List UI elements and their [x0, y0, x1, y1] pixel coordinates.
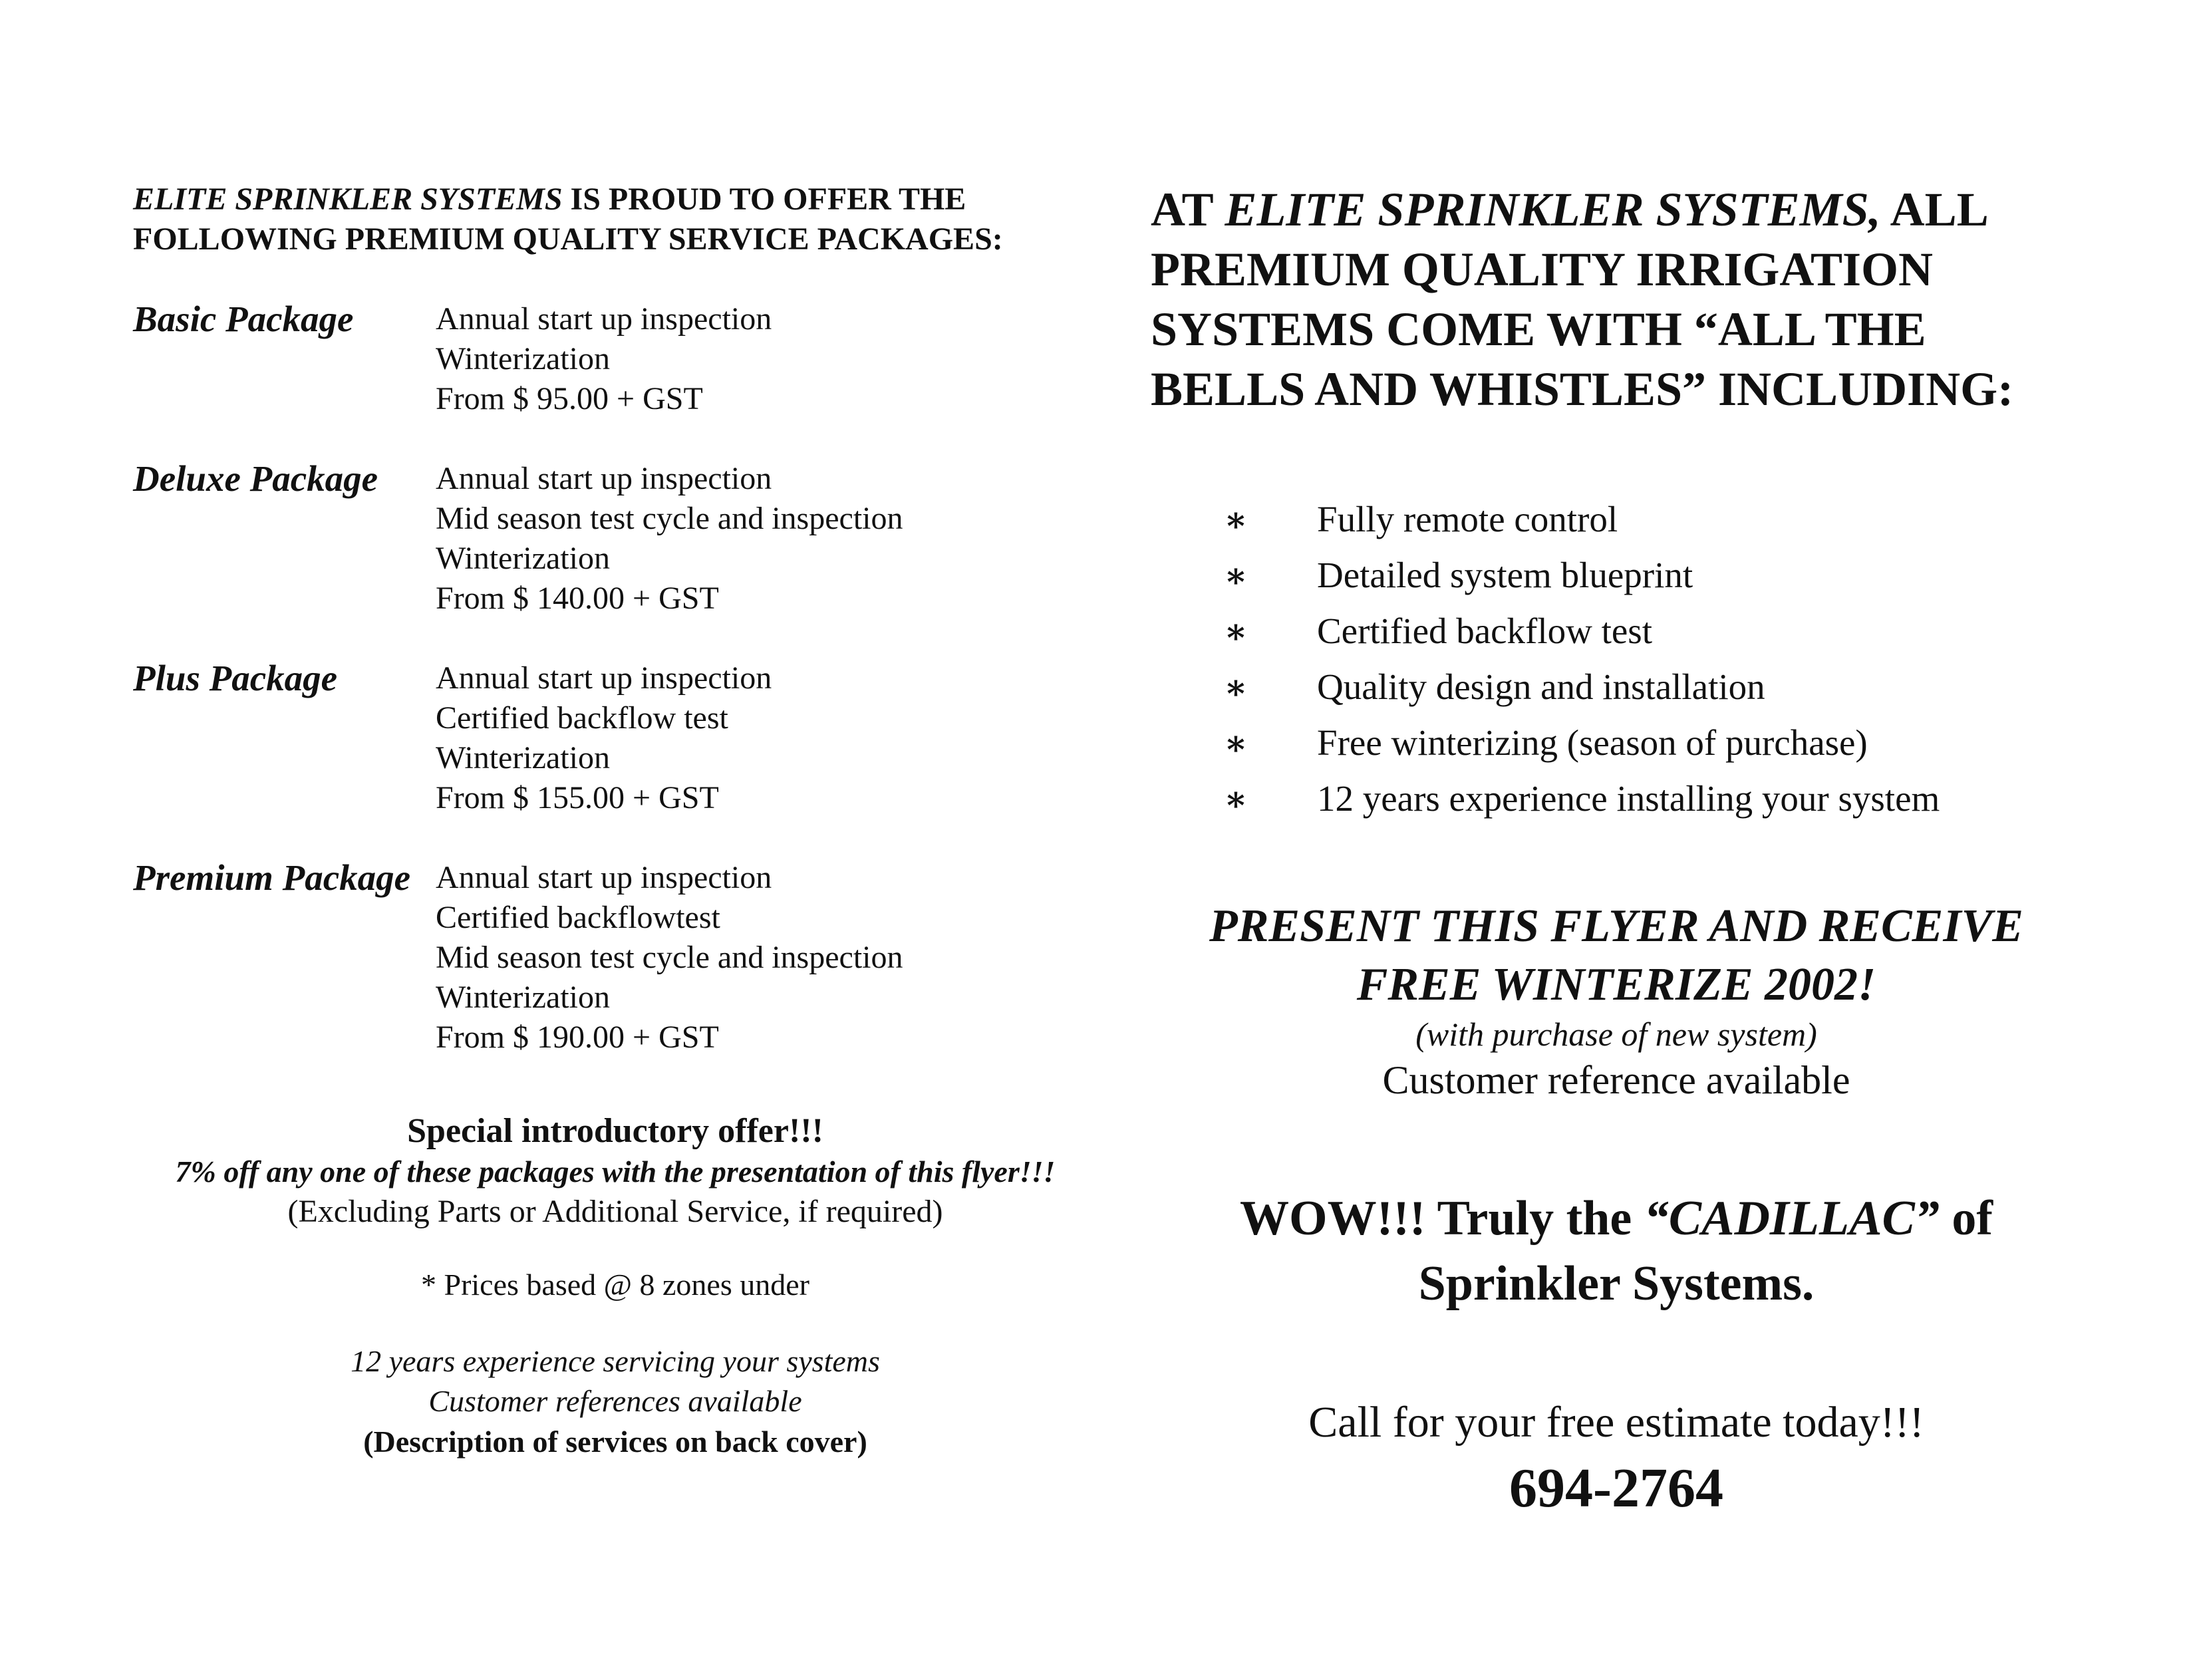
offer-note: (Excluding Parts or Additional Service, if required): [287, 1194, 943, 1229]
call-to-action: [1151, 1393, 2082, 1524]
asterisk-icon: ∗: [1224, 725, 1248, 763]
references-note: Customer references available: [428, 1384, 802, 1418]
asterisk-icon: ∗: [1224, 557, 1248, 595]
feature-text: Detailed system blueprint: [1317, 555, 1693, 595]
feature-text: Certified backflow test: [1317, 611, 1652, 651]
package-price: From $ 190.00 + GST: [436, 1020, 719, 1055]
wow-line2: Sprinkler Systems.: [1418, 1256, 1815, 1311]
asterisk-icon: ∗: [1224, 613, 1248, 651]
special-offer: [133, 1111, 1097, 1232]
wow-suffix: of: [1939, 1191, 1993, 1246]
offer-discount: 7% off any one of these packages with the presentation of this flyer!!!: [175, 1155, 1056, 1189]
package-name: Premium Package: [133, 857, 411, 898]
feature-text: Quality design and installation: [1317, 666, 1765, 707]
intro-brand: ELITE SPRINKLER SYSTEMS: [133, 182, 563, 217]
package-line: Annual start up inspection: [436, 301, 772, 337]
left-footer: [133, 1341, 1097, 1463]
feature-text: Free winterizing (season of purchase): [1317, 722, 1868, 763]
package-details: [436, 459, 903, 619]
headline-line4: BELLS AND WHISTLES” INCLUDING:: [1151, 362, 2014, 416]
package-line: Mid season test cycle and inspection: [436, 501, 903, 536]
package-name: Plus Package: [133, 658, 338, 698]
package-line: Winterization: [436, 980, 610, 1015]
list-item: [1151, 604, 2082, 660]
package-deluxe: [133, 459, 1097, 619]
package-plus: [133, 658, 1097, 818]
intro-line1: IS PROUD TO OFFER THE: [562, 182, 966, 217]
promo-line2: FREE WINTERIZE 2002!: [1356, 959, 1876, 1010]
left-panel: [133, 180, 1097, 1463]
wow-prefix: WOW!!! Truly the: [1240, 1191, 1644, 1246]
asterisk-icon: ∗: [1224, 781, 1248, 819]
package-line: Annual start up inspection: [436, 660, 772, 696]
package-line: Certified backflowtest: [436, 900, 720, 935]
package-details: [436, 858, 903, 1057]
intro-line2: FOLLOWING PREMIUM QUALITY SERVICE PACKAGES:: [133, 221, 1003, 257]
promo-reference: Customer reference available: [1382, 1058, 1850, 1102]
package-name: Deluxe Package: [133, 458, 378, 499]
package-line: Certified backflow test: [436, 700, 728, 736]
list-item: [1151, 492, 2082, 548]
promo-note: (with purchase of new system): [1415, 1016, 1817, 1053]
package-price: From $ 140.00 + GST: [436, 581, 719, 616]
package-price: From $ 95.00 + GST: [436, 381, 703, 416]
headline-line2: PREMIUM QUALITY IRRIGATION: [1151, 243, 1934, 296]
headline-prefix: AT: [1151, 183, 1225, 236]
package-details: [436, 658, 772, 818]
description-note: (Description of services on back cover): [363, 1425, 867, 1459]
package-line: Winterization: [436, 541, 610, 576]
list-item: [1151, 716, 2082, 771]
list-item: [1151, 548, 2082, 604]
call-text: Call for your free estimate today!!!: [1308, 1398, 1924, 1447]
wow-tagline: [1151, 1186, 2082, 1316]
headline-brand: ELITE SPRINKLER SYSTEMS,: [1225, 183, 1881, 236]
feature-text: 12 years experience installing your system: [1317, 778, 1940, 819]
headline: [1151, 180, 2082, 419]
offer-title: Special introductory offer!!!: [407, 1112, 823, 1150]
feature-text: Fully remote control: [1317, 499, 1618, 539]
phone-number: 694-2764: [1509, 1457, 1723, 1519]
present-flyer-promo: [1151, 897, 2082, 1106]
feature-list: [1151, 492, 2082, 827]
right-panel: [1151, 180, 2082, 1524]
list-item: [1151, 660, 2082, 716]
experience-note: 12 years experience servicing your systems: [351, 1344, 880, 1378]
asterisk-icon: ∗: [1224, 501, 1248, 539]
package-details: [436, 299, 772, 419]
headline-line1: ALL: [1880, 183, 1989, 236]
package-line: Annual start up inspection: [436, 461, 772, 496]
package-line: Winterization: [436, 341, 610, 376]
prices-note: * Prices based @ 8 zones under: [421, 1268, 809, 1302]
package-price: From $ 155.00 + GST: [436, 780, 719, 815]
intro-heading: [133, 180, 1097, 259]
asterisk-icon: ∗: [1224, 669, 1248, 707]
promo-line1: PRESENT THIS FLYER AND RECEIVE: [1209, 901, 2023, 952]
wow-highlight: “CADILLAC”: [1644, 1191, 1940, 1246]
list-item: [1151, 771, 2082, 827]
package-line: Mid season test cycle and inspection: [436, 940, 903, 975]
headline-line3: SYSTEMS COME WITH “ALL THE: [1151, 303, 1926, 356]
package-premium: [133, 858, 1097, 1057]
package-line: Winterization: [436, 740, 610, 775]
package-basic: [133, 299, 1097, 419]
package-name: Basic Package: [133, 299, 354, 339]
package-line: Annual start up inspection: [436, 860, 772, 895]
